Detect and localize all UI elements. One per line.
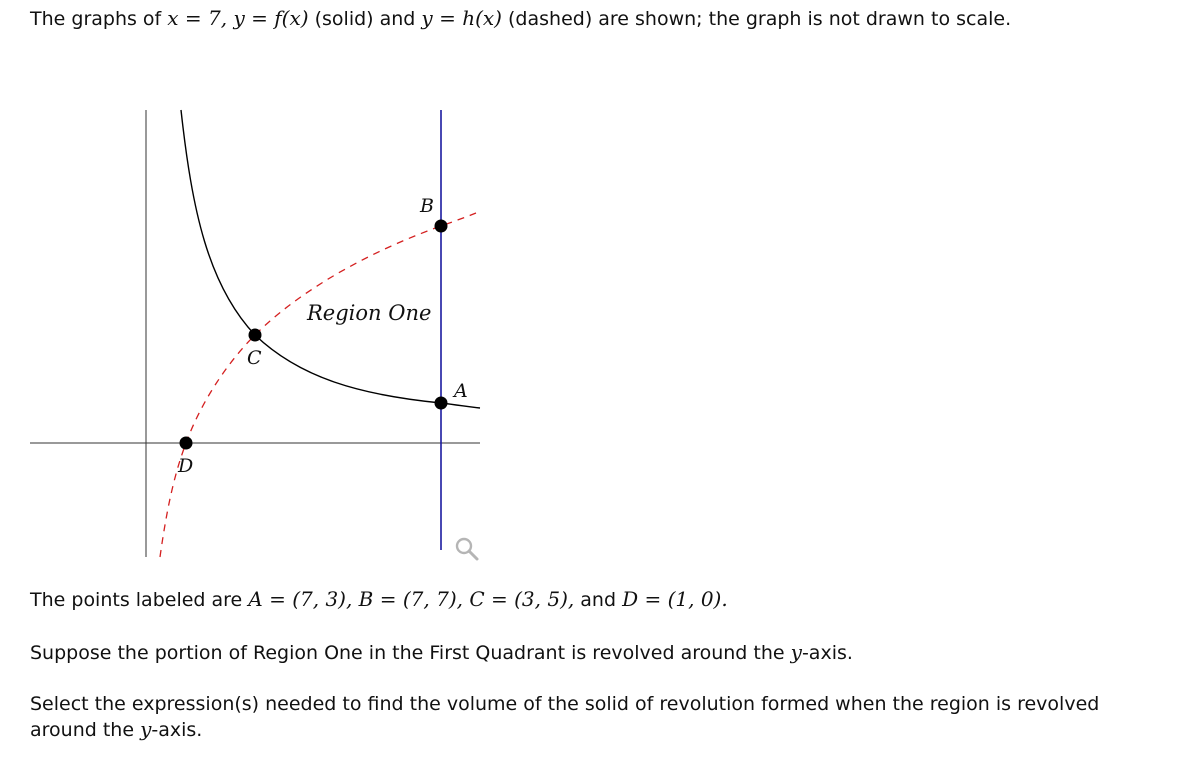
points-math-abc: A = (7, 3), B = (7, 7), C = (3, 5), (248, 587, 575, 611)
intro-text-2: (solid) and (308, 8, 422, 30)
dashed-curve-h (160, 213, 476, 557)
label-a: A (454, 380, 468, 402)
intro-math-f: f (274, 6, 282, 30)
label-d: D (178, 455, 194, 477)
select-instruction (30, 692, 1150, 743)
points-math-d: D = (1, 0). (622, 587, 728, 611)
select-text-2: -axis. (151, 719, 203, 741)
intro-text-3: (dashed) are shown; the graph is not drawn to scale. (501, 8, 1012, 30)
suppose-text-1: Suppose the portion of Region One in the First Quadrant is revolved around the (30, 642, 791, 664)
point-d (180, 437, 193, 450)
points-text-2: and (574, 589, 623, 611)
intro-math-hx: (x) (475, 6, 502, 30)
select-var: y (140, 717, 152, 741)
intro-math-2: y = (421, 6, 463, 30)
label-c: C (247, 347, 262, 369)
intro-math-fx: (x) (281, 6, 309, 30)
point-b (435, 220, 448, 233)
point-a (435, 397, 448, 410)
label-b: B (420, 195, 434, 217)
magnifier-icon[interactable] (454, 536, 480, 562)
point-c (249, 329, 262, 342)
region-one-label: Region One (307, 301, 432, 325)
intro-text-1: The graphs of (30, 8, 168, 30)
solid-curve-f (181, 110, 480, 408)
select-text-1: Select the expression(s) needed to find the volume of the solid of revolution formed when the region is revolved around the (30, 693, 1100, 741)
intro-math-h: h (462, 6, 476, 30)
suppose-text-2: -axis. (801, 642, 853, 664)
suppose-text (30, 640, 853, 666)
intro-math-1: x = 7, y = (167, 6, 275, 30)
points-text-1: The points labeled are (30, 589, 249, 611)
suppose-var: y (790, 640, 802, 664)
points-description (30, 587, 728, 613)
